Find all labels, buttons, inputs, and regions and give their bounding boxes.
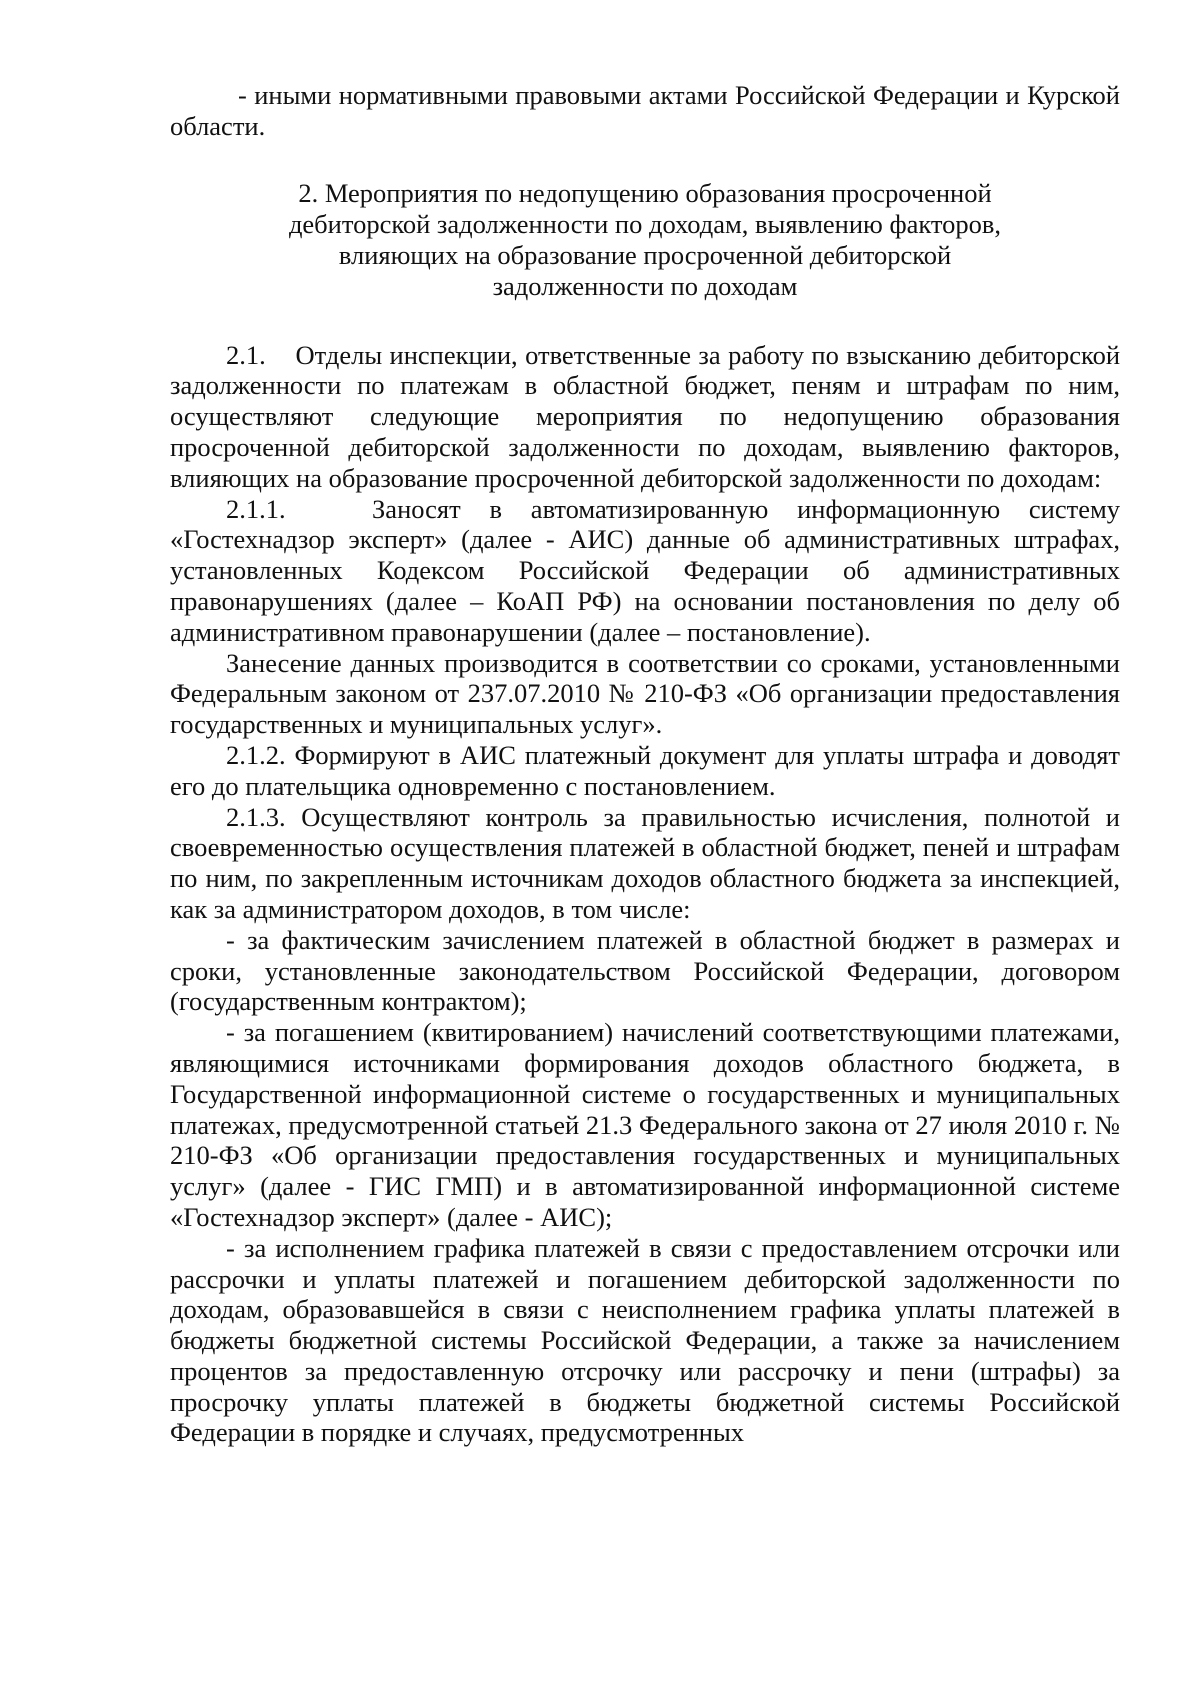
paragraph-2-1-2: 2.1.2. Формируют в АИС платежный документ для уплаты штрафа и доводят его до плательщика одновременно с постановлением.	[170, 739, 1120, 801]
list-item-actual-payments: - за фактическим зачислением платежей в областной бюджет в размерах и сроки, установленные законодательством Российской Федерации, договором (государственным контрактом);	[170, 924, 1120, 1017]
paragraph-2-1-3: 2.1.3. Осуществляют контроль за правильностью исчисления, полнотой и своевременностью осуществления платежей в областной бюджет, пеней и штрафам по ним, по закрепленным источникам доходов областного бюджета за инспекцией, как за администратором доходов, в том числе:	[170, 801, 1120, 924]
paragraph-2-1-1: 2.1.1. Заносят в автоматизированную информационную систему «Гостехнадзор эксперт» (далее - АИС) данные об административных штрафах, установленных Кодексом Российской Федерации об административных правонарушениях (далее – КоАП РФ) на основании постановления по делу об административном правонарушении (далее – постановление).	[170, 493, 1120, 647]
section-heading-line: задолженности по доходам	[492, 270, 798, 301]
section-heading-line: 2. Мероприятия по недопущению образования просроченной	[298, 177, 992, 208]
section-heading	[255, 178, 1035, 302]
paragraph-data-entry: Занесение данных производится в соответствии со сроками, установленными Федеральным законом от 237.07.2010 № 210-ФЗ «Об организации предоставления государственных и муниципальных услуг».	[170, 647, 1120, 740]
document-body	[170, 80, 1120, 1448]
list-item-payment-schedule: - за исполнением графика платежей в связи с предоставлением отсрочки или рассрочки и уплаты платежей и погашением дебиторской задолженности по доходам, образовавшейся в связи с неисполнением графика уплаты платежей в бюджеты бюджетной системы Российской Федерации, а также за начислением процентов за предоставленную отсрочку или рассрочку и пени (штрафы) за просрочку уплаты платежей в бюджеты бюджетной системы Российской Федерации в порядке и случаях, предусмотренных	[170, 1232, 1120, 1448]
section-heading-line: дебиторской задолженности по доходам, выявлению факторов,	[288, 208, 1002, 239]
list-item-quittance: - за погашением (квитированием) начислений соответствующими платежами, являющимися источниками формирования доходов областного бюджета, в Государственной информационной системе о государственных и муниципальных платежах, предусмотренной статьей 21.3 Федерального закона от 27 июля 2010 г. № 210-ФЗ «Об организации предоставления государственных и муниципальных услуг» (далее - ГИС ГМП) и в автоматизированной информационной системе «Гостехнадзор эксперт» (далее - АИС);	[170, 1017, 1120, 1232]
section-heading-line: влияющих на образование просроченной дебиторской	[338, 239, 952, 270]
intro-paragraph: - иными нормативными правовыми актами Российской Федерации и Курской области.	[170, 80, 1120, 141]
paragraph-2-1: 2.1. Отделы инспекции, ответственные за работу по взысканию дебиторской задолженности по платежам в областной бюджет, пеням и штрафам по ним, осуществляют следующие мероприятия по недопущению образования просроченной дебиторской задолженности по доходам, выявлению факторов, влияющих на образование просроченной дебиторской задолженности по доходам:	[170, 339, 1120, 493]
